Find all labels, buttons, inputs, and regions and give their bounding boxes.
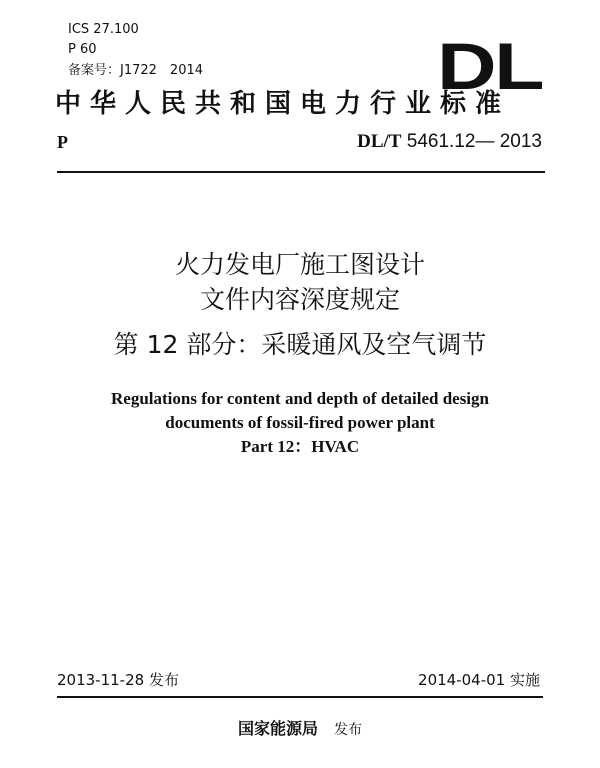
title-cn-line: 文件内容深度规定	[199, 285, 400, 314]
ccs-code: P 60	[68, 42, 97, 57]
category: P	[57, 132, 68, 152]
standard-code	[357, 131, 542, 153]
title-en-line: Part 12：HVAC	[240, 437, 360, 456]
title-cn-line: 火力发电厂施工图设计	[174, 250, 425, 279]
title-cn-line: 第 12 部分：采暖通风及空气调节	[113, 330, 487, 359]
code-number: 5461.12— 2013	[406, 131, 542, 152]
standard-type: 中华人民共和国电力行业标准	[55, 89, 511, 119]
implement-date: 2014-04-01 实施	[418, 671, 540, 689]
header-divider	[57, 171, 545, 173]
publisher	[0, 716, 600, 739]
publisher-action: 发布	[334, 722, 362, 738]
title-en-line: Regulations for content and depth of detailed design	[111, 389, 489, 408]
dl-logo: DL	[437, 29, 542, 103]
record-number: 备案号：J1722 2014	[68, 63, 204, 78]
code-prefix: DL/T	[357, 131, 402, 152]
footer-divider	[57, 696, 543, 698]
title-en-line: documents of fossil-fired power plant	[165, 413, 435, 432]
ics-code: ICS 27.100	[68, 22, 139, 37]
publisher-name: 国家能源局	[237, 719, 318, 738]
issue-date: 2013-11-28 发布	[57, 671, 179, 689]
